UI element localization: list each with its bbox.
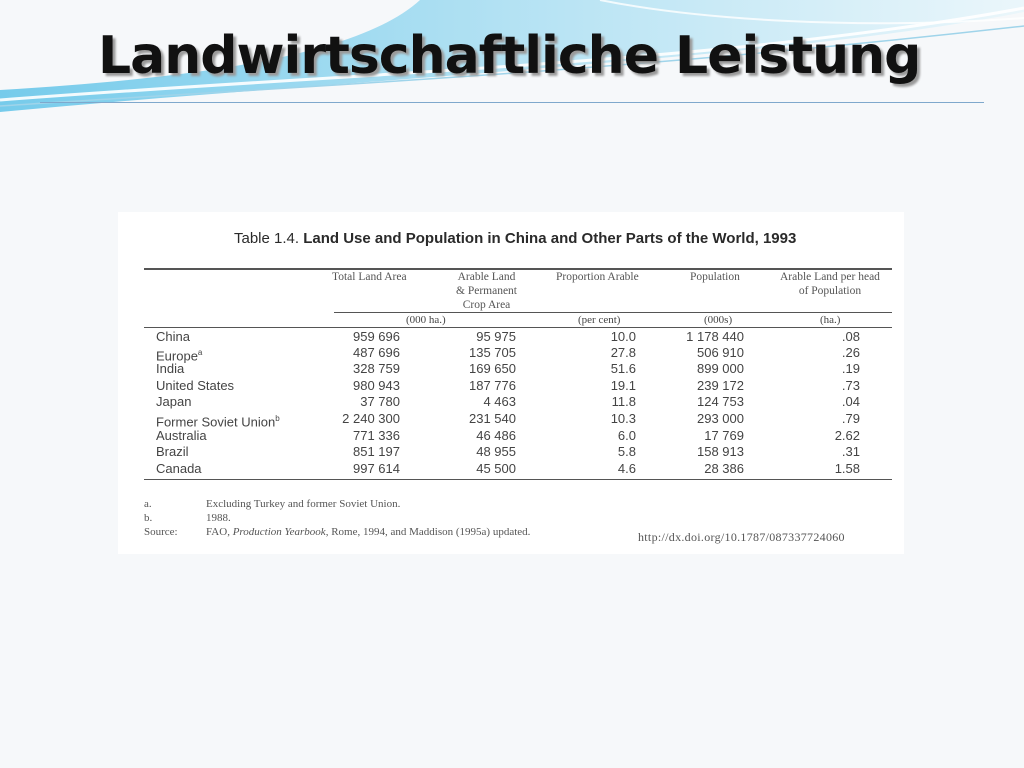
cell-total-land: 487 696 — [353, 345, 400, 360]
units-top-rule — [334, 312, 892, 313]
cell-arable: 187 776 — [469, 378, 516, 393]
cell-proportion: 10.0 — [610, 329, 636, 344]
cell-total-land: 37 780 — [360, 394, 400, 409]
cell-per-head: .73 — [841, 378, 860, 393]
cell-country: Former Soviet Union$^b$ — [156, 414, 280, 430]
col-header-total-land: Total Land Area — [332, 271, 407, 283]
cell-population: 506 910 — [697, 345, 744, 360]
cell-proportion: 4.6 — [617, 461, 636, 476]
cell-country: Brazil — [156, 444, 189, 459]
unit-land: (000 ha.) — [406, 314, 446, 326]
footnote-marker: b — [275, 414, 280, 423]
source-text: FAO, Production Yearbook, Rome, 1994, and Maddison (1995a) updated. — [206, 526, 531, 538]
cell-proportion: 19.1 — [610, 378, 636, 393]
table-row — [118, 411, 904, 430]
header-bottom-rule — [144, 327, 892, 328]
cell-population: 293 000 — [697, 411, 744, 426]
table-caption-prefix: Table 1.4. — [234, 230, 300, 247]
footnote-text: Excluding Turkey and former Soviet Union. — [206, 498, 401, 510]
col-header-proportion: Proportion Arable — [556, 271, 639, 283]
table-row — [118, 378, 904, 394]
cell-population: 239 172 — [697, 378, 744, 393]
cell-country: Australia — [156, 428, 207, 443]
cell-proportion: 10.3 — [610, 411, 636, 426]
cell-proportion: 11.8 — [611, 394, 636, 409]
cell-population: 899 000 — [697, 361, 744, 376]
cell-country: United States — [156, 378, 235, 393]
cell-per-head: .26 — [841, 345, 860, 360]
table-caption — [234, 230, 796, 247]
cell-population: 1 178 440 — [686, 329, 744, 344]
unit-population: (000s) — [704, 314, 733, 326]
cell-country: Europe$^a$ — [156, 348, 203, 364]
cell-population: 17 769 — [704, 428, 744, 443]
cell-country: China — [156, 329, 190, 344]
footnote-key: b. — [144, 512, 153, 524]
cell-total-land: 980 943 — [353, 378, 400, 393]
cell-per-head: .31 — [841, 444, 860, 459]
table-row — [118, 428, 904, 444]
cell-per-head: .04 — [841, 394, 860, 409]
source-key: Source: — [144, 526, 178, 538]
title-divider — [40, 102, 984, 103]
footnote-text: 1988. — [206, 512, 231, 524]
footnote-marker: a — [197, 348, 203, 357]
cell-per-head: .79 — [841, 411, 860, 426]
cell-country: India — [156, 361, 185, 376]
cell-total-land: 771 336 — [353, 428, 400, 443]
cell-population: 158 913 — [697, 444, 744, 459]
cell-per-head: 2.62 — [834, 428, 860, 443]
cell-arable: 45 500 — [476, 461, 516, 476]
table-row — [118, 394, 904, 410]
table-row — [118, 345, 904, 364]
cell-total-land: 328 759 — [353, 361, 400, 376]
cell-total-land: 997 614 — [353, 461, 400, 476]
cell-country: Canada — [156, 461, 202, 476]
cell-arable: 135 705 — [469, 345, 516, 360]
table-bottom-rule — [144, 479, 892, 480]
table-row — [118, 361, 904, 377]
scanned-table-image — [118, 212, 904, 554]
slide-title: Landwirtschaftliche Leistung — [98, 26, 921, 86]
doi-link[interactable]: http://dx.doi.org/10.1787/087337724060 — [638, 530, 845, 544]
cell-arable: 95 975 — [476, 329, 516, 344]
unit-proportion: (per cent) — [578, 314, 621, 326]
cell-population: 124 753 — [697, 394, 744, 409]
cell-proportion: 51.6 — [610, 361, 636, 376]
cell-proportion: 5.8 — [617, 444, 636, 459]
cell-arable: 46 486 — [476, 428, 516, 443]
cell-per-head: .19 — [841, 361, 860, 376]
cell-arable: 4 463 — [483, 394, 516, 409]
cell-proportion: 27.8 — [610, 345, 636, 360]
table-caption-text: Land Use and Population in China and Other Parts of the World, 1993 — [303, 230, 797, 247]
cell-population: 28 386 — [704, 461, 744, 476]
table-row — [118, 329, 904, 345]
cell-country: Japan — [156, 394, 192, 409]
cell-total-land: 2 240 300 — [342, 411, 400, 426]
cell-arable: 169 650 — [469, 361, 516, 376]
cell-per-head: .08 — [841, 329, 860, 344]
cell-total-land: 851 197 — [353, 444, 400, 459]
cell-arable: 231 540 — [469, 411, 516, 426]
cell-arable: 48 955 — [476, 444, 516, 459]
table-row — [118, 444, 904, 460]
footnote-key: a. — [144, 498, 152, 510]
cell-total-land: 959 696 — [353, 329, 400, 344]
cell-per-head: 1.58 — [834, 461, 860, 476]
table-row — [118, 461, 904, 477]
col-header-per-head: Arable Land per head of Population — [780, 271, 880, 297]
unit-per-head: (ha.) — [820, 314, 841, 326]
cell-proportion: 6.0 — [617, 428, 636, 443]
col-header-arable: Arable Land & Permanent Crop Area — [456, 271, 517, 311]
col-header-population: Population — [690, 271, 740, 283]
